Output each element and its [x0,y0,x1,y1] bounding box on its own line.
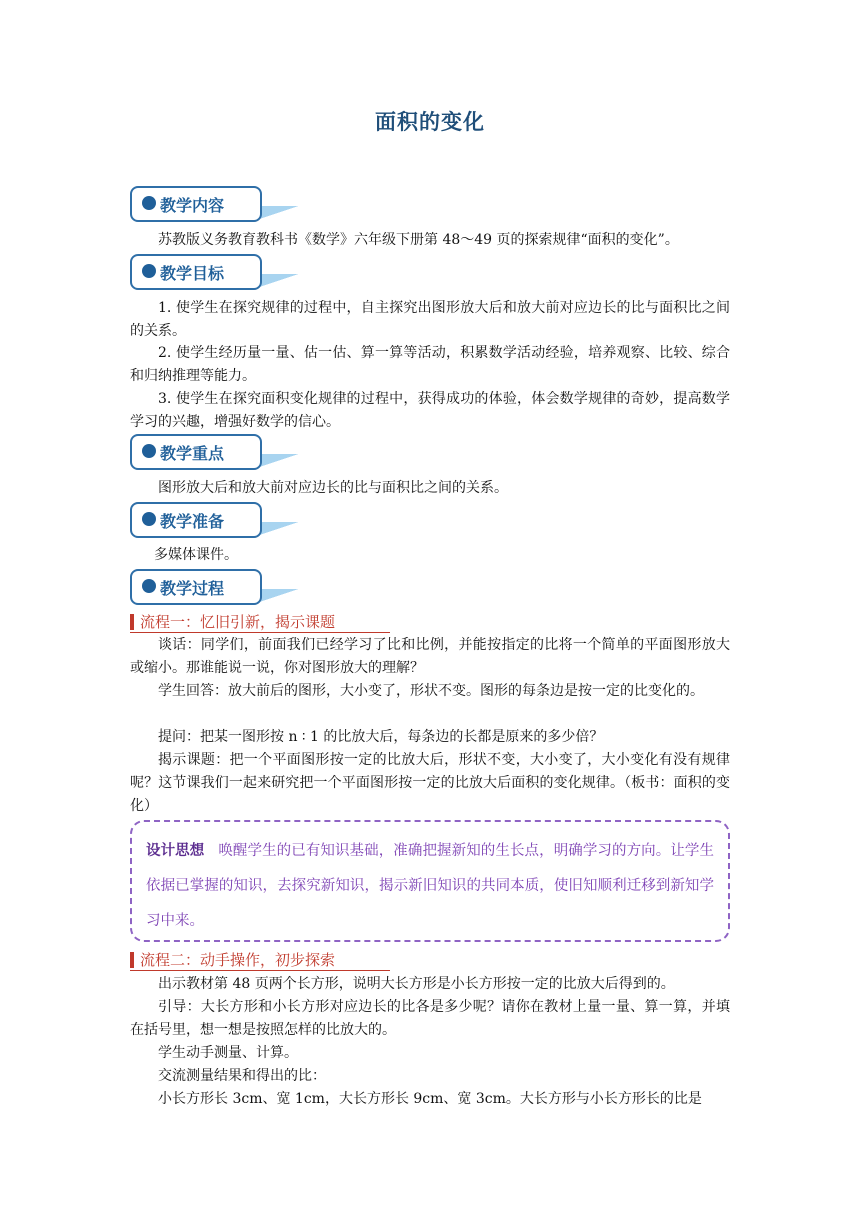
flow1-paragraph: 揭示课题：把一个平面图形按一定的比放大后，形状不变，大小变了，大小变化有没有规律呢？这节课我们一起来研究把一个平面图形按一定的比放大后面积的变化规律。（板书：面积的变化） [130,752,730,814]
section-label: 教学重点 [160,444,225,463]
bullet-dot-icon [142,579,156,593]
content-text: 苏教版义务教育教科书《数学》六年级下册第 48～49 页的探索规律“面积的变化”。 [158,232,679,248]
design-thought-box [130,820,730,942]
goal-item: 1. 使学生在探究规律的过程中，自主探究出图形放大后和放大前对应边长的比与面积比之间的关系。 [130,300,730,339]
flow2-paragraph: 出示教材第 48 页两个长方形，说明大长方形是小长方形按一定的比放大后得到的。 [158,976,675,992]
flow1-heading: 流程一：忆旧引新，揭示课题 [130,612,390,633]
flow1-paragraph: 提问：把某一图形按 n ∶ 1 的比放大后，每条边的长都是原来的多少倍？ [158,729,604,745]
flow2-paragraph: 引导：大长方形和小长方形对应边长的比各是多少呢？请你在教材上量一量、算一算，并填在括号里，想一想是按照怎样的比放大的。 [130,999,730,1038]
flow2-paragraph: 小长方形长 3cm、宽 1cm，大长方形长 9cm、宽 3cm。大长方形与小长方形长的比是 [158,1091,702,1107]
section-header-keypoint [130,434,300,476]
goal-item: 2. 使学生经历量一量、估一估、算一算等活动，积累数学活动经验，培养观察、比较、综合和归纳推理等能力。 [130,345,730,384]
flow2-heading: 流程二：动手操作，初步探索 [130,950,390,971]
bullet-dot-icon [142,512,156,526]
bullet-dot-icon [142,196,156,210]
design-label: 设计思想 [146,843,205,859]
page-title: 面积的变化 [375,109,485,134]
section-header-content [130,186,300,228]
flow1-paragraph: 谈话：同学们，前面我们已经学习了比和比例，并能按指定的比将一个简单的平面图形放大或缩小。那谁能说一说，你对图形放大的理解？ [130,637,730,676]
keypoint-text: 图形放大后和放大前对应边长的比与面积比之间的关系。 [158,480,508,496]
section-header-process [130,569,300,611]
prep-text: 多媒体课件。 [154,547,238,563]
flow1-paragraph: 学生回答：放大前后的图形，大小变了，形状不变。图形的每条边是按一定的比变化的。 [158,683,704,699]
section-label: 教学内容 [160,196,225,215]
flow2-paragraph: 交流测量结果和得出的比： [158,1068,326,1084]
section-header-goals [130,254,300,296]
design-text: 唤醒学生的已有知识基础，准确把握新知的生长点，明确学习的方向。让学生依据已掌握的知识，去探究新知识，揭示新旧知识的共同本质，使旧知顺利迁移到新知学习中来。 [146,843,715,929]
goal-item: 3. 使学生在探究面积变化规律的过程中，获得成功的体验，体会数学规律的奇妙，提高数学学习的兴趣，增强好数学的信心。 [130,391,730,430]
section-label: 教学目标 [160,264,225,283]
section-header-prep [130,502,300,544]
flow2-paragraph: 学生动手测量、计算。 [158,1045,298,1061]
section-label: 教学过程 [160,579,225,598]
bullet-dot-icon [142,264,156,278]
bullet-dot-icon [142,444,156,458]
section-label: 教学准备 [160,512,225,531]
